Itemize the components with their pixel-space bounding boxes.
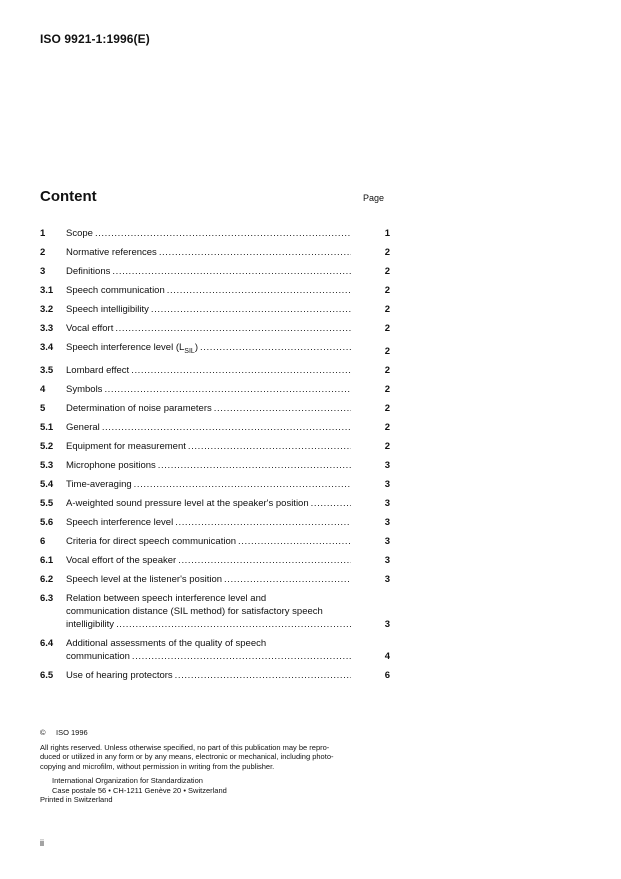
toc-leader-dots [112,265,351,278]
toc-entry-number: 2 [40,247,46,258]
toc-leader-dots [104,383,351,396]
toc-entry-page: 3 [384,516,390,528]
toc-entry-page: 1 [384,228,390,239]
toc-entry[interactable] [40,669,390,682]
toc-entry-number: 6.5 [40,669,54,681]
toc-entry-page: 2 [384,402,390,414]
toc-leader-dots [178,554,351,567]
toc-entry[interactable] [40,402,390,415]
toc-leader-dots [131,364,351,377]
toc-entry-number: 3.2 [40,304,54,315]
toc-entry-title-part: Speech interference level (L [66,342,185,353]
toc-entry-number: 5.3 [40,459,54,471]
toc-entry-number: 3 [40,266,46,277]
toc-entry[interactable] [40,303,390,316]
toc-entry-title: Vocal effort of the speaker [66,554,177,566]
toc-entry-number: 6.1 [40,554,54,566]
toc-entry-page: 2 [384,421,390,433]
toc-entry-title: Determination of noise parameters [66,402,212,414]
toc-entry-page: 2 [384,345,390,357]
document-header: ISO 9921-1:1996(E) [40,32,150,46]
toc-entry[interactable] [40,592,390,631]
toc-entry[interactable] [40,383,390,396]
toc-entry-title-part: ) [194,342,198,353]
toc-entry-number: 6.3 [40,592,54,604]
toc-entry-page: 3 [384,618,390,630]
toc-entry[interactable] [40,535,390,548]
toc-entry[interactable] [40,637,390,663]
toc-entry-page: 3 [384,478,390,490]
toc-entry[interactable] [40,364,390,377]
toc-entry[interactable] [40,322,390,335]
toc-leader-dots [102,421,351,434]
toc-entry-title: communication distance (SIL method) for satisfactory speech [66,605,323,617]
toc-leader-dots [115,322,351,335]
toc-entry-title: Microphone positions [66,459,156,471]
rights-line-1: All rights reserved. Unless otherwise specified, no part of this publication may be repro- [40,742,330,752]
toc-entry[interactable] [40,497,390,510]
toc-entry-title: Vocal effort [66,323,114,334]
toc-entry-number: 5.1 [40,421,54,433]
toc-entry-page: 3 [384,535,390,547]
toc-entry-number: 6 [40,535,46,547]
toc-entry-page: 2 [384,383,390,395]
toc-leader-dots [132,650,351,663]
toc-entry-title: Scope [66,228,93,239]
toc-leader-dots [214,402,351,415]
toc-entry-title: Speech interference level [66,516,174,528]
toc-leader-dots [95,227,351,240]
toc-entry-page: 2 [384,247,390,258]
toc-leader-dots [224,573,351,586]
toc-entry-number: 1 [40,228,46,239]
copyright-symbol: © [40,728,46,737]
toc-entry-title: Use of hearing protectors [66,669,173,681]
toc-entry-title: Equipment for measurement [66,440,186,452]
toc-entry-title: Speech communication [66,285,165,296]
toc-leader-dots [188,440,351,453]
toc-entry-page: 3 [384,459,390,471]
toc-leader-dots [311,497,351,510]
toc-entry-title: Symbols [66,383,103,395]
toc-entry-number: 3.3 [40,323,54,334]
table-of-contents [40,227,390,682]
toc-entry-title: Speech intelligibility [66,304,149,315]
toc-entry-number: 5.4 [40,478,54,490]
toc-entry[interactable] [40,516,390,529]
toc-leader-dots [158,459,351,472]
toc-entry[interactable] [40,265,390,278]
toc-entry[interactable] [40,554,390,567]
toc-entry-page: 2 [384,364,390,376]
organization-address: Case postale 56 • CH-1211 Genève 20 • Switzerland [52,785,227,795]
printed-in: Printed in Switzerland [40,795,113,804]
toc-entry-title: Criteria for direct speech communication [66,535,237,547]
toc-entry-title [66,341,198,358]
toc-leader-dots [167,284,351,297]
toc-entry-title: Normative references [66,247,157,258]
toc-entry[interactable] [40,459,390,472]
toc-entry-title: A-weighted sound pressure level at the speaker's position [66,497,309,509]
toc-entry-number: 6.2 [40,573,54,585]
toc-entry-number: 5.5 [40,497,54,509]
toc-leader-dots [151,303,351,316]
toc-entry-page: 2 [384,266,390,277]
toc-entry[interactable] [40,478,390,491]
toc-entry[interactable] [40,246,390,259]
toc-entry-number: 4 [40,383,46,395]
toc-entry-number: 3.4 [40,342,54,353]
toc-entry-title: communication [66,650,130,662]
toc-entry-title: Speech level at the listener's position [66,573,223,585]
toc-entry-page: 3 [384,573,390,585]
toc-entry-number: 3.5 [40,364,54,376]
toc-entry-number: 5 [40,402,46,414]
page-column-label: Page [363,193,385,203]
copyright-year: ISO 1996 [56,728,88,737]
toc-entry-page: 4 [384,650,390,662]
toc-leader-dots [159,246,351,259]
toc-entry-number: 5.2 [40,440,54,452]
toc-entry-title: Lombard effect [66,364,130,376]
toc-entry-title: Additional assessments of the quality of speech [66,637,267,649]
toc-entry-title: Relation between speech interference level and [66,592,267,604]
toc-entry-page: 2 [384,285,390,296]
rights-line-3: copying and microfilm, without permission in writing from the publisher. [40,761,275,771]
toc-entry[interactable] [40,573,390,586]
toc-entry-title: Definitions [66,266,111,277]
contents-heading: Content [40,188,97,205]
toc-entry-number: 3.1 [40,285,54,296]
toc-leader-dots [238,535,351,548]
toc-leader-dots [200,341,351,354]
toc-entry[interactable] [40,421,390,434]
organization-name: International Organization for Standardization [52,776,203,785]
toc-entry-number: 6.4 [40,637,54,649]
toc-leader-dots [175,516,351,529]
copyright-notice [40,728,390,805]
toc-entry-number: 5.6 [40,516,54,528]
toc-entry[interactable] [40,440,390,453]
toc-entry-page: 3 [384,554,390,566]
toc-entry-subscript: SIL [184,347,195,355]
toc-entry[interactable] [40,341,390,358]
toc-leader-dots [134,478,351,491]
toc-leader-dots [116,618,351,631]
page-number: ii [40,838,44,848]
toc-entry-title: Time-averaging [66,478,132,490]
toc-leader-dots [175,669,351,682]
toc-entry-page: 2 [384,323,390,334]
rights-line-2: duced or utilized in any form or by any means, electronic or mechanical, including photo- [40,752,334,761]
toc-entry-title: General [66,421,100,433]
toc-entry-page: 2 [384,304,390,315]
toc-entry-page: 6 [384,669,390,681]
toc-entry[interactable] [40,227,390,240]
toc-entry-page: 2 [384,440,390,452]
toc-entry[interactable] [40,284,390,297]
toc-entry-page: 3 [384,497,390,509]
toc-entry-title: intelligibility [66,618,115,630]
